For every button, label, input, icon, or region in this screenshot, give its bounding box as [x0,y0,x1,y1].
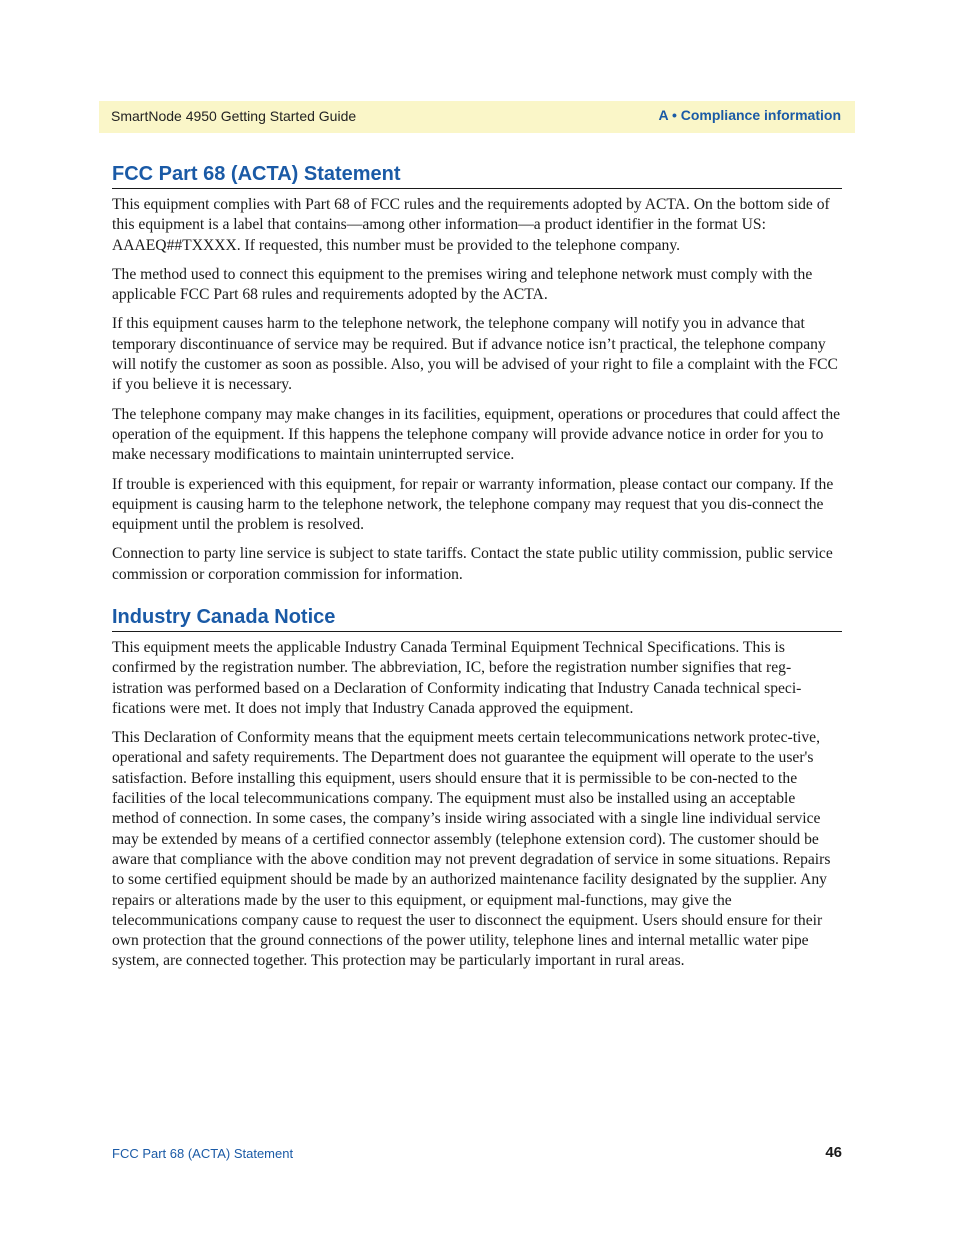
footer-page-number: 46 [825,1144,842,1161]
section-industry-canada [112,605,842,972]
section-body-fcc [112,189,842,585]
paragraph: The method used to connect this equipment to the premises wiring and telephone network must comply with the applicable FCC Part 68 rules and requirements adopted by the ACTA. [112,265,813,304]
header-doc-title: SmartNode 4950 Getting Started Guide [111,108,357,124]
footer-section-name: FCC Part 68 (ACTA) Statement [112,1146,294,1161]
paragraph: This Declaration of Conformity means that the equipment meets certain telecommunications network protec-tive, operational and safety requirements. The Department does not guarantee the equipment will operate to the user's satisfaction. Before installing this equipment, users should ensure that it is permissible to be con-nected to the facilities of the local telecommunications company. The equipment must also be installed using an acceptable method of connection. In some cases, the company’s inside wiring associated with a single line individual service may be extended by means of a certified connector assembly (telephone extension cord). The customer should be aware that compliance with the above condition may not prevent degradation of service in some situations. Repairs to some certified equipment should be made by an authorized maintenance facility designated by the supplier. Any repairs or alterations made by the user to this equipment, or equipment mal-functions, may give the telecommunications company cause to request the user to disconnect the equipment. Users should ensure for their own protection that the ground connections of the power utility, telephone lines and internal metallic water pipe system, are connected together. This protection may be particularly important in rural areas. [112,729,831,970]
section-fcc-part-68 [112,162,842,585]
section-title-fcc: FCC Part 68 (ACTA) Statement [112,162,842,189]
paragraph: If trouble is experienced with this equipment, for repair or warranty information, please contact our company. If the equipment is causing harm to the telephone network, the telephone company may request that you dis-connect the equipment until the problem is resolved. [112,475,834,534]
running-header [99,101,855,133]
section-title-industry-canada: Industry Canada Notice [112,605,842,632]
paragraph: The telephone company may make changes in its facilities, equipment, operations or procedures that could affect the operation of the equipment. If this happens the telephone company will provide advance notice in order for you to make necessary modifications to maintain uninterrupted service. [112,405,841,464]
section-body-industry-canada [112,632,842,972]
paragraph: If this equipment causes harm to the telephone network, the telephone company will notify you in advance that temporary discontinuance of service may be required. But if advance notice isn’t practical, the telephone company will notify the customer as soon as possible. Also, you will be advised of your right to file a complaint with the FCC if you believe it is necessary. [112,315,838,394]
paragraph: Connection to party line service is subject to state tariffs. Contact the state public utility commission, public service commission or corporation commission for information. [112,545,833,583]
header-chapter: A • Compliance information [658,107,841,123]
paragraph: This equipment complies with Part 68 of FCC rules and the requirements adopted by ACTA. On the bottom side of this equipment is a label that contains—among other information—a product identifier in the format US: AAAEQ##TXXXX. If requested, this number must be provided to the telephone company. [112,196,830,254]
paragraph: This equipment meets the applicable Industry Canada Terminal Equipment Technical Specifications. This is confirmed by the registration number. The abbreviation, IC, before the registration number signifies that reg-istration was performed based on a Declaration of Conformity indicating that Industry Canada technical speci-fications were met. It does not imply that Industry Canada approved the equipment. [112,639,802,717]
